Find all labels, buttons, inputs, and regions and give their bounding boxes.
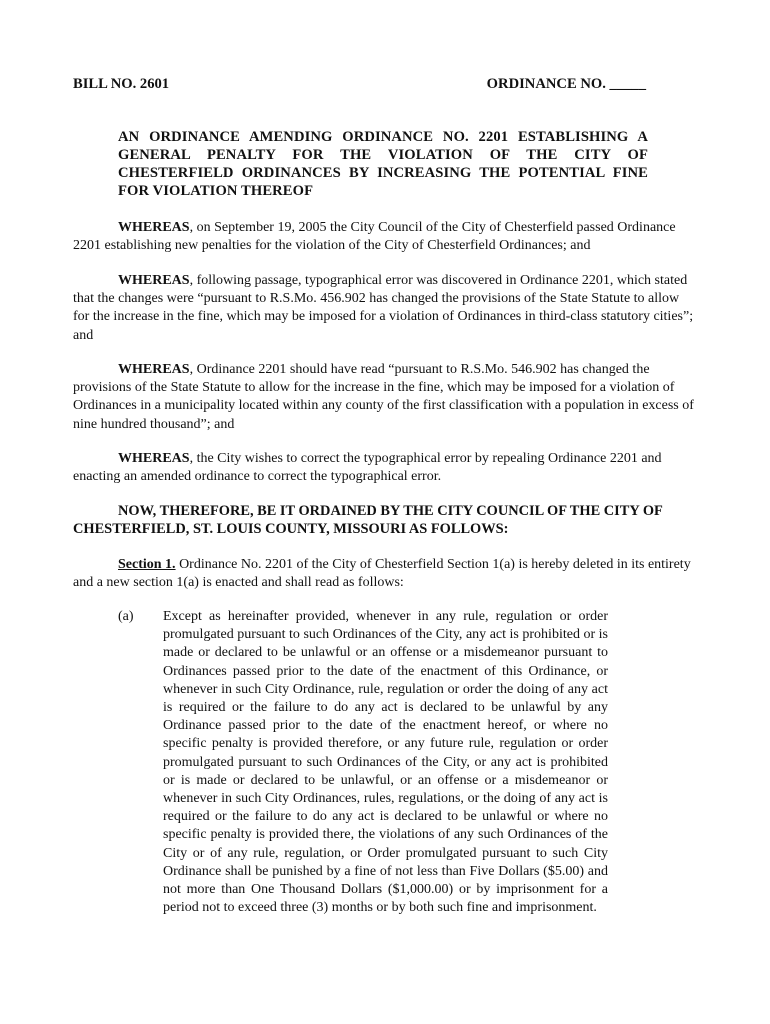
section-1-text: Ordinance No. 2201 of the City of Chesterfield Section 1(a) is hereby deleted in its entirety and a new section 1(a) is enacted and shall read as follows: [73,557,691,591]
subsection-label: (a) [118,609,134,624]
now-therefore-text: NOW, THEREFORE, BE IT ORDAINED BY THE CITY COUNCIL OF THE CITY OF CHESTERFIELD, ST. LOUIS COUNTY, MISSOURI AS FOLLOWS: [73,503,663,538]
whereas-text: , Ordinance 2201 should have read “pursuant to R.S.Mo. 546.902 has changed the provisions of the State Statute to allow for the increase in the fine, which may be imposed for a violation of Ordinances in a municipality located within any county of the first classification with a population in excess of nine hundred thousand”; and [73,362,694,432]
subsection-a [118,608,618,917]
whereas-lead: WHEREAS [118,220,190,235]
whereas-paragraph-3 [73,361,697,434]
whereas-paragraph-1 [73,219,697,255]
ordinance-number: ORDINANCE NO. _____ [486,76,646,92]
document-header [73,76,646,93]
whereas-text: , the City wishes to correct the typographical error by repealing Ordinance 2201 and enacting an amended ordinance to correct the typographical error. [73,451,662,485]
bill-number: BILL NO. 2601 [73,76,170,92]
whereas-lead: WHEREAS [118,362,190,377]
subsection-text: Except as hereinafter provided, whenever in any rule, regulation or order promulgated pursuant to such Ordinances of the City, any act is prohibited or is made or declared to be unlawful or an offense or a misdemeanor pursuant to Ordinances passed prior to the date of the enactment of this Ordinance, or whenever in such City Ordinance, rule, regulation or order the doing of any act is required or the failure to do any act is declared to be unlawful by any Ordinance passed prior to the date of the enactment hereof, or where no specific penalty is provided therefore, or any future rule, regulation or order promulgated pursuant to such Ordinances of the City, or any act is prohibited or is made or declared to be unlawful, or an offense or a misdemeanor or whenever in such City Ordinances, rules, regulations, or the doing of any act is required or the failure to do any act is declared to be unlawful or where no specific penalty is provided there, the violations of any such Ordinances of the City or of any rule, regulation, or Order promulgated pursuant to such City Ordinance shall be punished by a fine of not less than Five Dollars ($5.00) and not more than One Thousand Dollars ($1,000.00) or by imprisonment for a period not to exceed three (3) months or by both such fine and imprisonment. [163,609,608,916]
whereas-paragraph-2 [73,272,697,345]
whereas-lead: WHEREAS [118,451,190,466]
whereas-lead: WHEREAS [118,273,190,288]
whereas-text: , on September 19, 2005 the City Council of the City of Chesterfield passed Ordinance 2201 establishing new penalties for the violation of the City of Chesterfield Ordinances; and [73,220,676,254]
now-therefore-paragraph [73,502,697,538]
ordinance-title: AN ORDINANCE AMENDING ORDINANCE NO. 2201 ESTABLISHING A GENERAL PENALTY FOR THE VIOLATION OF THE CITY OF CHESTERFIELD ORDINANCES BY INCREASING THE POTENTIAL FINE FOR VIOLATION THEREOF [118,129,648,199]
whereas-paragraph-4 [73,450,697,486]
section-1-paragraph [73,556,697,592]
whereas-text: , following passage, typographical error was discovered in Ordinance 2201, which stated that the changes were “pursuant to R.S.Mo. 456.902 has changed the provisions of the State Statute to allow for the increase in the fine, which may be imposed for a violation of Ordinances in third-class statutory cities”; and [73,273,694,343]
section-1-heading: Section 1. [118,557,176,572]
